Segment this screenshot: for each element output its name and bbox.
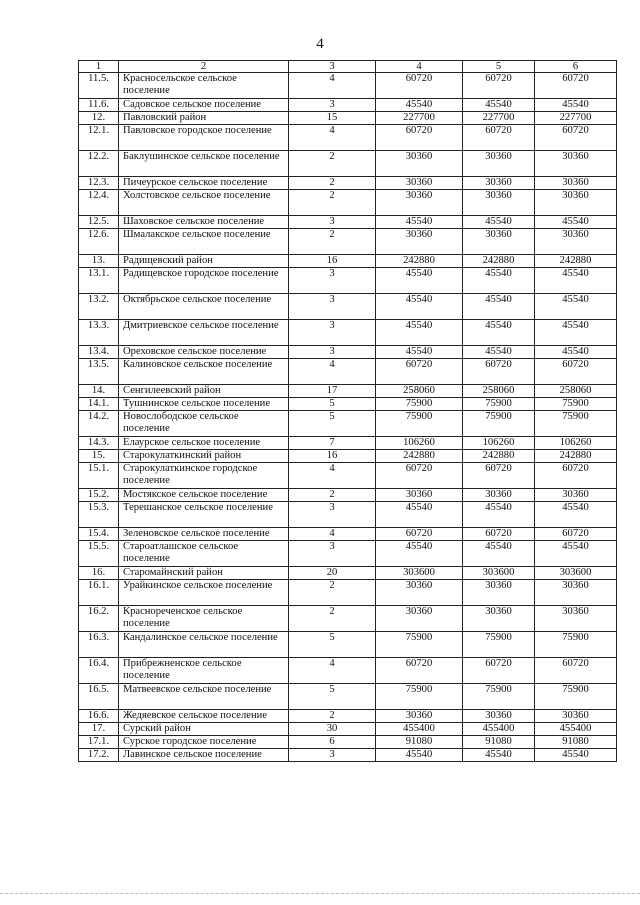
row-amount-col6: 45540 [535, 346, 617, 359]
table-row [79, 450, 617, 463]
header-row [79, 61, 617, 73]
row-amount-col4: 30360 [376, 190, 463, 216]
table-row [79, 710, 617, 723]
row-code: 12. [79, 112, 119, 125]
row-count: 3 [289, 502, 376, 528]
row-code: 16. [79, 567, 119, 580]
table-row [79, 528, 617, 541]
row-amount-col4: 60720 [376, 528, 463, 541]
row-name: Матвеевское сельское поселение [119, 684, 289, 710]
row-amount-col5: 75900 [463, 684, 535, 710]
row-name: Ореховское сельское поселение [119, 346, 289, 359]
row-amount-col5: 60720 [463, 528, 535, 541]
row-amount-col5: 45540 [463, 216, 535, 229]
table-row [79, 489, 617, 502]
row-amount-col4: 45540 [376, 346, 463, 359]
row-amount-col5: 242880 [463, 255, 535, 268]
row-amount-col5: 45540 [463, 346, 535, 359]
row-name: Сурское городское поселение [119, 736, 289, 749]
row-amount-col5: 227700 [463, 112, 535, 125]
row-code: 16.3. [79, 632, 119, 658]
table-row [79, 294, 617, 320]
row-amount-col5: 45540 [463, 320, 535, 346]
row-amount-col4: 75900 [376, 398, 463, 411]
row-amount-col4: 75900 [376, 684, 463, 710]
row-amount-col6: 45540 [535, 320, 617, 346]
row-code: 13.4. [79, 346, 119, 359]
row-amount-col4: 242880 [376, 450, 463, 463]
row-amount-col6: 60720 [535, 125, 617, 151]
row-amount-col4: 45540 [376, 268, 463, 294]
table-row [79, 229, 617, 255]
row-amount-col5: 242880 [463, 450, 535, 463]
row-code: 12.1. [79, 125, 119, 151]
row-amount-col4: 60720 [376, 359, 463, 385]
table-row [79, 541, 617, 567]
table-body [79, 73, 617, 762]
row-name: Садовское сельское поселение [119, 99, 289, 112]
row-code: 17.2. [79, 749, 119, 762]
row-count: 2 [289, 489, 376, 502]
row-amount-col6: 30360 [535, 710, 617, 723]
row-amount-col5: 60720 [463, 73, 535, 99]
row-amount-col5: 45540 [463, 294, 535, 320]
row-amount-col5: 91080 [463, 736, 535, 749]
row-amount-col5: 30360 [463, 151, 535, 177]
row-count: 2 [289, 151, 376, 177]
table-row [79, 177, 617, 190]
row-code: 16.5. [79, 684, 119, 710]
row-code: 14.1. [79, 398, 119, 411]
row-count: 5 [289, 411, 376, 437]
allocation-table [78, 60, 617, 762]
row-amount-col6: 60720 [535, 359, 617, 385]
row-name: Терешанское сельское поселение [119, 502, 289, 528]
row-amount-col6: 455400 [535, 723, 617, 736]
row-name: Павловское городское поселение [119, 125, 289, 151]
row-code: 15.4. [79, 528, 119, 541]
header-cell-4: 4 [376, 61, 463, 73]
row-amount-col4: 45540 [376, 294, 463, 320]
row-count: 5 [289, 398, 376, 411]
row-count: 4 [289, 359, 376, 385]
row-count: 7 [289, 437, 376, 450]
row-amount-col4: 30360 [376, 151, 463, 177]
header-cell-6: 6 [535, 61, 617, 73]
row-amount-col4: 75900 [376, 632, 463, 658]
row-name: Тушнинское сельское поселение [119, 398, 289, 411]
row-name: Мостякское сельское поселение [119, 489, 289, 502]
row-name: Новослободское сельское поселение [119, 411, 289, 437]
table-row [79, 632, 617, 658]
row-amount-col5: 106260 [463, 437, 535, 450]
table-row [79, 112, 617, 125]
row-amount-col6: 45540 [535, 268, 617, 294]
table-row [79, 125, 617, 151]
table-row [79, 606, 617, 632]
row-code: 15.5. [79, 541, 119, 567]
row-amount-col5: 30360 [463, 190, 535, 216]
row-amount-col6: 45540 [535, 216, 617, 229]
row-amount-col6: 45540 [535, 541, 617, 567]
row-amount-col4: 91080 [376, 736, 463, 749]
row-amount-col6: 30360 [535, 177, 617, 190]
page-bottom-edge [0, 893, 640, 896]
row-amount-col6: 30360 [535, 606, 617, 632]
row-name: Старокулаткинское городское поселение [119, 463, 289, 489]
row-amount-col6: 227700 [535, 112, 617, 125]
row-code: 17. [79, 723, 119, 736]
table-row [79, 255, 617, 268]
row-amount-col5: 258060 [463, 385, 535, 398]
row-amount-col6: 106260 [535, 437, 617, 450]
row-name: Кандалинское сельское поселение [119, 632, 289, 658]
row-count: 3 [289, 294, 376, 320]
row-amount-col6: 60720 [535, 528, 617, 541]
row-amount-col6: 60720 [535, 73, 617, 99]
row-code: 13.5. [79, 359, 119, 385]
row-count: 6 [289, 736, 376, 749]
table-row [79, 463, 617, 489]
table-row [79, 99, 617, 112]
row-amount-col6: 30360 [535, 580, 617, 606]
table-row [79, 216, 617, 229]
row-count: 30 [289, 723, 376, 736]
row-name: Сенгилеевский район [119, 385, 289, 398]
row-code: 14.2. [79, 411, 119, 437]
row-count: 2 [289, 580, 376, 606]
row-count: 5 [289, 684, 376, 710]
row-code: 15.3. [79, 502, 119, 528]
header-cell-5: 5 [463, 61, 535, 73]
row-count: 16 [289, 255, 376, 268]
row-amount-col5: 45540 [463, 541, 535, 567]
row-amount-col4: 227700 [376, 112, 463, 125]
row-name: Холстовское сельское поселение [119, 190, 289, 216]
row-amount-col5: 455400 [463, 723, 535, 736]
row-count: 3 [289, 320, 376, 346]
table-row [79, 411, 617, 437]
row-amount-col6: 258060 [535, 385, 617, 398]
row-count: 2 [289, 710, 376, 723]
row-amount-col6: 60720 [535, 463, 617, 489]
table-row [79, 346, 617, 359]
table-row [79, 684, 617, 710]
row-amount-col4: 106260 [376, 437, 463, 450]
row-amount-col5: 303600 [463, 567, 535, 580]
row-count: 3 [289, 99, 376, 112]
row-code: 13.1. [79, 268, 119, 294]
row-name: Старокулаткинский район [119, 450, 289, 463]
row-amount-col5: 60720 [463, 125, 535, 151]
row-amount-col5: 30360 [463, 177, 535, 190]
row-name: Пичеурское сельское поселение [119, 177, 289, 190]
row-count: 3 [289, 346, 376, 359]
row-amount-col5: 75900 [463, 398, 535, 411]
row-code: 12.2. [79, 151, 119, 177]
row-amount-col5: 45540 [463, 502, 535, 528]
row-amount-col6: 75900 [535, 684, 617, 710]
row-code: 15.2. [79, 489, 119, 502]
row-amount-col5: 45540 [463, 99, 535, 112]
row-amount-col5: 30360 [463, 229, 535, 255]
row-name: Шмалакское сельское поселение [119, 229, 289, 255]
row-amount-col4: 45540 [376, 320, 463, 346]
table-row [79, 190, 617, 216]
row-amount-col6: 45540 [535, 99, 617, 112]
row-amount-col4: 60720 [376, 73, 463, 99]
row-amount-col6: 303600 [535, 567, 617, 580]
row-amount-col4: 30360 [376, 580, 463, 606]
row-code: 17.1. [79, 736, 119, 749]
row-amount-col4: 60720 [376, 463, 463, 489]
row-count: 3 [289, 268, 376, 294]
row-amount-col5: 60720 [463, 463, 535, 489]
row-amount-col4: 45540 [376, 541, 463, 567]
row-count: 2 [289, 190, 376, 216]
row-amount-col6: 60720 [535, 658, 617, 684]
row-amount-col4: 45540 [376, 216, 463, 229]
row-code: 13.3. [79, 320, 119, 346]
row-amount-col4: 30360 [376, 489, 463, 502]
row-amount-col5: 45540 [463, 268, 535, 294]
row-amount-col4: 303600 [376, 567, 463, 580]
row-amount-col6: 45540 [535, 294, 617, 320]
row-code: 12.3. [79, 177, 119, 190]
row-amount-col4: 242880 [376, 255, 463, 268]
row-code: 16.1. [79, 580, 119, 606]
row-count: 16 [289, 450, 376, 463]
row-name: Старомайнский район [119, 567, 289, 580]
row-code: 16.6. [79, 710, 119, 723]
row-amount-col4: 455400 [376, 723, 463, 736]
row-amount-col5: 30360 [463, 710, 535, 723]
row-amount-col4: 60720 [376, 658, 463, 684]
row-name: Калиновское сельское поселение [119, 359, 289, 385]
table-row [79, 73, 617, 99]
row-count: 15 [289, 112, 376, 125]
row-name: Жедяевское сельское поселение [119, 710, 289, 723]
row-amount-col4: 30360 [376, 710, 463, 723]
row-name: Дмитриевское сельское поселение [119, 320, 289, 346]
row-name: Прибрежненское сельское поселение [119, 658, 289, 684]
row-amount-col6: 75900 [535, 411, 617, 437]
row-count: 4 [289, 528, 376, 541]
row-code: 16.4. [79, 658, 119, 684]
row-count: 4 [289, 73, 376, 99]
row-count: 17 [289, 385, 376, 398]
row-amount-col5: 30360 [463, 606, 535, 632]
row-name: Елаурское сельское поселение [119, 437, 289, 450]
table-row [79, 749, 617, 762]
table-row [79, 658, 617, 684]
table-row [79, 437, 617, 450]
table-row [79, 502, 617, 528]
row-amount-col5: 60720 [463, 359, 535, 385]
page-number: 4 [316, 36, 324, 52]
row-name: Баклушинское сельское поселение [119, 151, 289, 177]
row-code: 15.1. [79, 463, 119, 489]
row-code: 15. [79, 450, 119, 463]
row-code: 12.5. [79, 216, 119, 229]
row-code: 16.2. [79, 606, 119, 632]
row-code: 11.6. [79, 99, 119, 112]
row-amount-col4: 30360 [376, 229, 463, 255]
row-count: 4 [289, 658, 376, 684]
row-name: Сурский район [119, 723, 289, 736]
table-row [79, 151, 617, 177]
row-amount-col5: 30360 [463, 489, 535, 502]
row-amount-col6: 30360 [535, 151, 617, 177]
table-row [79, 320, 617, 346]
row-amount-col4: 30360 [376, 606, 463, 632]
row-count: 4 [289, 125, 376, 151]
row-name: Краснореченское сельское поселение [119, 606, 289, 632]
row-count: 2 [289, 229, 376, 255]
header-cell-2: 2 [119, 61, 289, 73]
row-name: Лавинское сельское поселение [119, 749, 289, 762]
row-count: 3 [289, 541, 376, 567]
row-count: 5 [289, 632, 376, 658]
header-cell-3: 3 [289, 61, 376, 73]
row-code: 11.5. [79, 73, 119, 99]
row-amount-col6: 45540 [535, 749, 617, 762]
header-cell-1: 1 [79, 61, 119, 73]
row-count: 20 [289, 567, 376, 580]
table-row [79, 398, 617, 411]
table-row [79, 567, 617, 580]
row-amount-col6: 45540 [535, 502, 617, 528]
row-code: 12.4. [79, 190, 119, 216]
table-row [79, 723, 617, 736]
row-count: 2 [289, 606, 376, 632]
row-name: Зеленовское сельское поселение [119, 528, 289, 541]
table-row [79, 359, 617, 385]
row-amount-col5: 30360 [463, 580, 535, 606]
row-amount-col6: 30360 [535, 229, 617, 255]
row-code: 13. [79, 255, 119, 268]
row-amount-col6: 242880 [535, 255, 617, 268]
row-amount-col4: 45540 [376, 502, 463, 528]
row-name: Шаховское сельское поселение [119, 216, 289, 229]
row-amount-col4: 30360 [376, 177, 463, 190]
row-name: Октябрьское сельское поселение [119, 294, 289, 320]
row-name: Староатлашское сельское поселение [119, 541, 289, 567]
row-name: Радищевское городское поселение [119, 268, 289, 294]
row-amount-col5: 75900 [463, 632, 535, 658]
row-amount-col4: 45540 [376, 749, 463, 762]
row-count: 3 [289, 216, 376, 229]
row-amount-col4: 258060 [376, 385, 463, 398]
row-count: 4 [289, 463, 376, 489]
row-amount-col6: 75900 [535, 398, 617, 411]
row-amount-col4: 60720 [376, 125, 463, 151]
table-row [79, 268, 617, 294]
table-row [79, 736, 617, 749]
row-amount-col6: 242880 [535, 450, 617, 463]
row-name: Павловский район [119, 112, 289, 125]
table-row [79, 385, 617, 398]
row-name: Радищевский район [119, 255, 289, 268]
row-code: 14.3. [79, 437, 119, 450]
row-amount-col4: 75900 [376, 411, 463, 437]
row-amount-col4: 45540 [376, 99, 463, 112]
row-amount-col5: 60720 [463, 658, 535, 684]
table-row [79, 580, 617, 606]
row-code: 14. [79, 385, 119, 398]
row-name: Урайкинское сельское поселение [119, 580, 289, 606]
row-name: Красносельское сельское поселение [119, 73, 289, 99]
row-count: 2 [289, 177, 376, 190]
row-amount-col6: 75900 [535, 632, 617, 658]
row-amount-col5: 45540 [463, 749, 535, 762]
row-code: 12.6. [79, 229, 119, 255]
row-amount-col6: 30360 [535, 489, 617, 502]
row-amount-col6: 30360 [535, 190, 617, 216]
row-code: 13.2. [79, 294, 119, 320]
row-amount-col5: 75900 [463, 411, 535, 437]
row-count: 3 [289, 749, 376, 762]
row-amount-col6: 91080 [535, 736, 617, 749]
